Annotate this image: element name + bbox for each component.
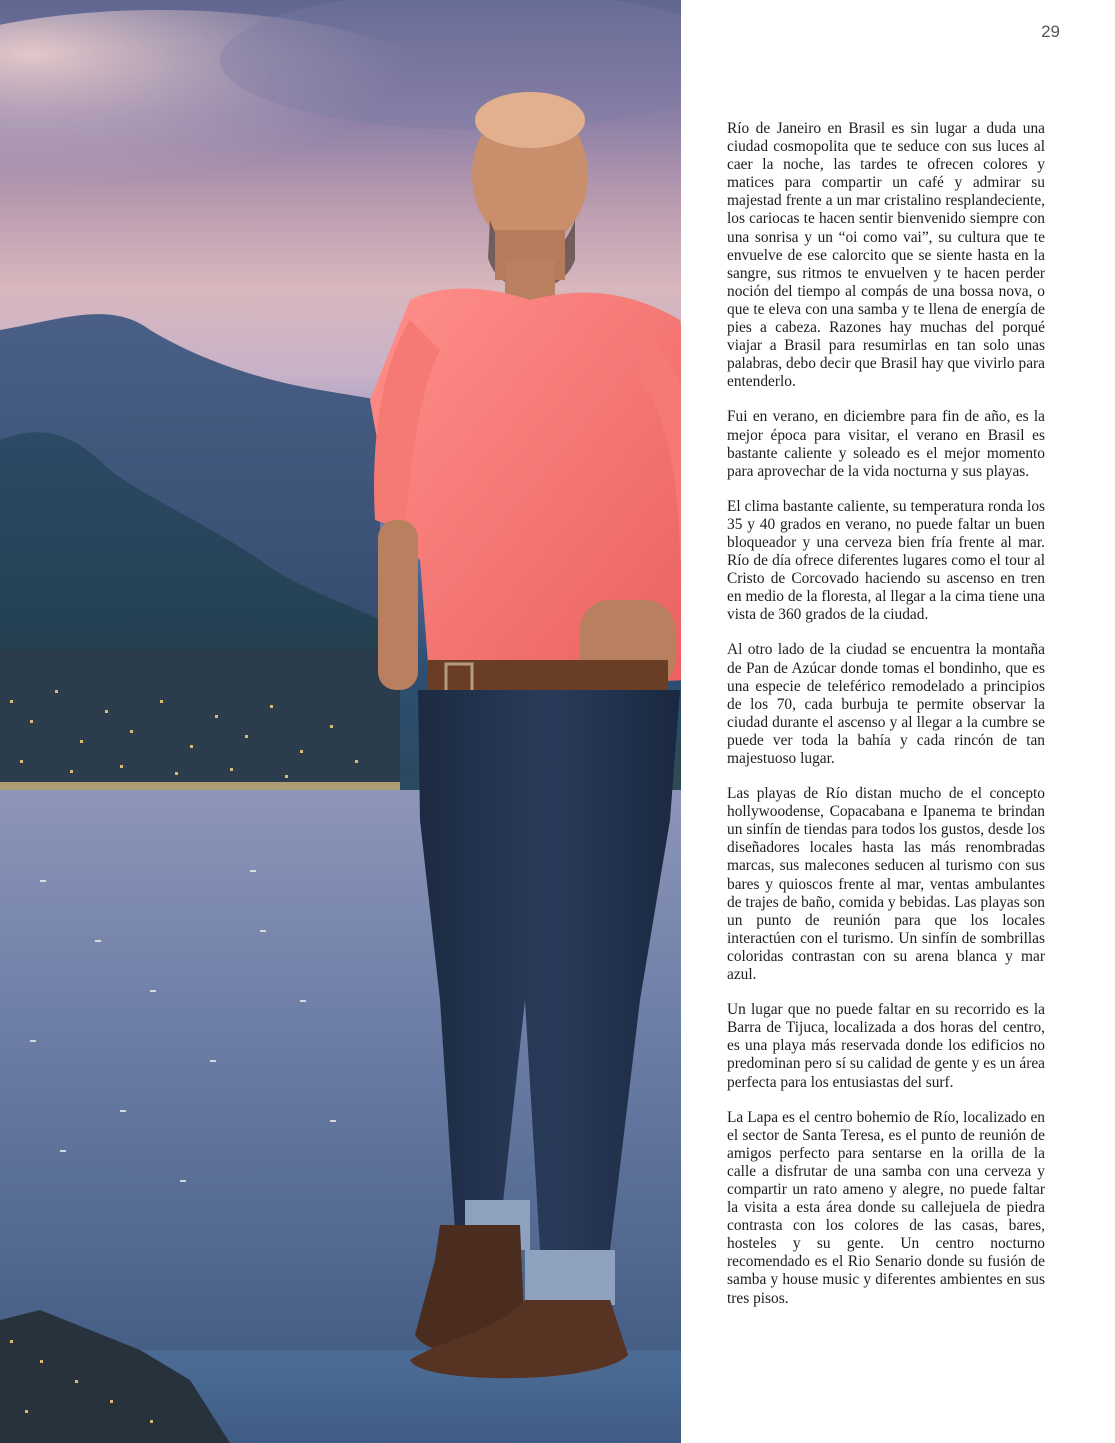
article-body [727,120,1045,1325]
article-paragraph: El clima bastante caliente, su temperatura ronda los 35 y 40 grados en verano, no puede faltar un buen bloqueador y una cerveza bien fría frente al mar. Río de día ofrece diferentes lugares como el tour al Cristo de Corcovado haciendo su ascenso en tren en medio de la floresta, al llegar a la cima tiene una vista de 360 grados de la ciudad. [727,497,1045,624]
article-paragraph: Río de Janeiro en Brasil es sin lugar a duda una ciudad cosmopolita que te seduce con sus luces al caer la noche, las tardes te ofrecen colores y matices para compartir un café y admirar su majestad frente a un mar cristalino resplandeciente, los cariocas te hacen sentir bienvenido siempre con una sonrisa y un “oi como vai”, su cultura que te envuelve de ese calorcito que se siente hasta en la sangre, sus ritmos te envuelven y te hacen perder noción del tiempo al compás de una bossa nova, o que te eleva con una samba y te llena de energía de pies a cabeza. Razones hay muchas del porqué viajar a Brasil para resumirlas en tan solo unas palabras, debo decir que Brasil hay que vivirlo para entenderlo. [727,120,1045,391]
article-paragraph: Las playas de Río distan mucho de el concepto hollywoodense, Copacabana e Ipanema te brindan un sinfín de tiendas para todos los gustos, desde los diseñadores locales hasta las más renombradas marcas, sus malecones seducen al turismo con sus bares y quioscos frente al mar, ventas ambulantes de trajes de baño, comida y bebidas. Las playas son un punto de reunión para que los locales interactúen con el turismo. Un sinfín de sombrillas coloridas contrastan con su arena blanca y mar azul. [727,785,1045,984]
article-paragraph: Un lugar que no puede faltar en su recorrido es la Barra de Tijuca, localizada a dos horas del centro, es una playa más reservada donde los edificios no predominan pero sí su calidad de gente y es un área perfecta para los entusiastas del surf. [727,1001,1045,1091]
article-paragraph: Al otro lado de la ciudad se encuentra la montaña de Pan de Azúcar donde tomas el bondinho, que es una especie de teleférico remodelado a principios de los 70, cada burbuja te permite observar la ciudad durante el ascenso y al llegar a la cumbre se puede ver toda la bahía y cada rincón de tan majestuoso lugar. [727,641,1045,767]
article-paragraph: La Lapa es el centro bohemio de Río, localizado en el sector de Santa Teresa, es el punto de reunión de amigos perfecto para sentarse en la orilla de la calle a disfrutar de una samba con una cerveza y compartir un rato ameno y alegre, no puede faltar la visita a esta área donde su callejuela de piedra contrasta con los colores de las casas, bares, hosteles y su gente. Un centro nocturno recomendado es el Rio Senario donde su fusión de samba y house music y diferentes ambientes en sus tres pisos. [727,1108,1045,1307]
page-number: 29 [1041,22,1060,41]
article-paragraph: Fui en verano, en diciembre para fin de año, es la mejor época para visitar, el verano en Brasil es bastante caliente y soleado es el mejor momento para aprovechar de la vida nocturna y sus playas. [727,408,1045,480]
